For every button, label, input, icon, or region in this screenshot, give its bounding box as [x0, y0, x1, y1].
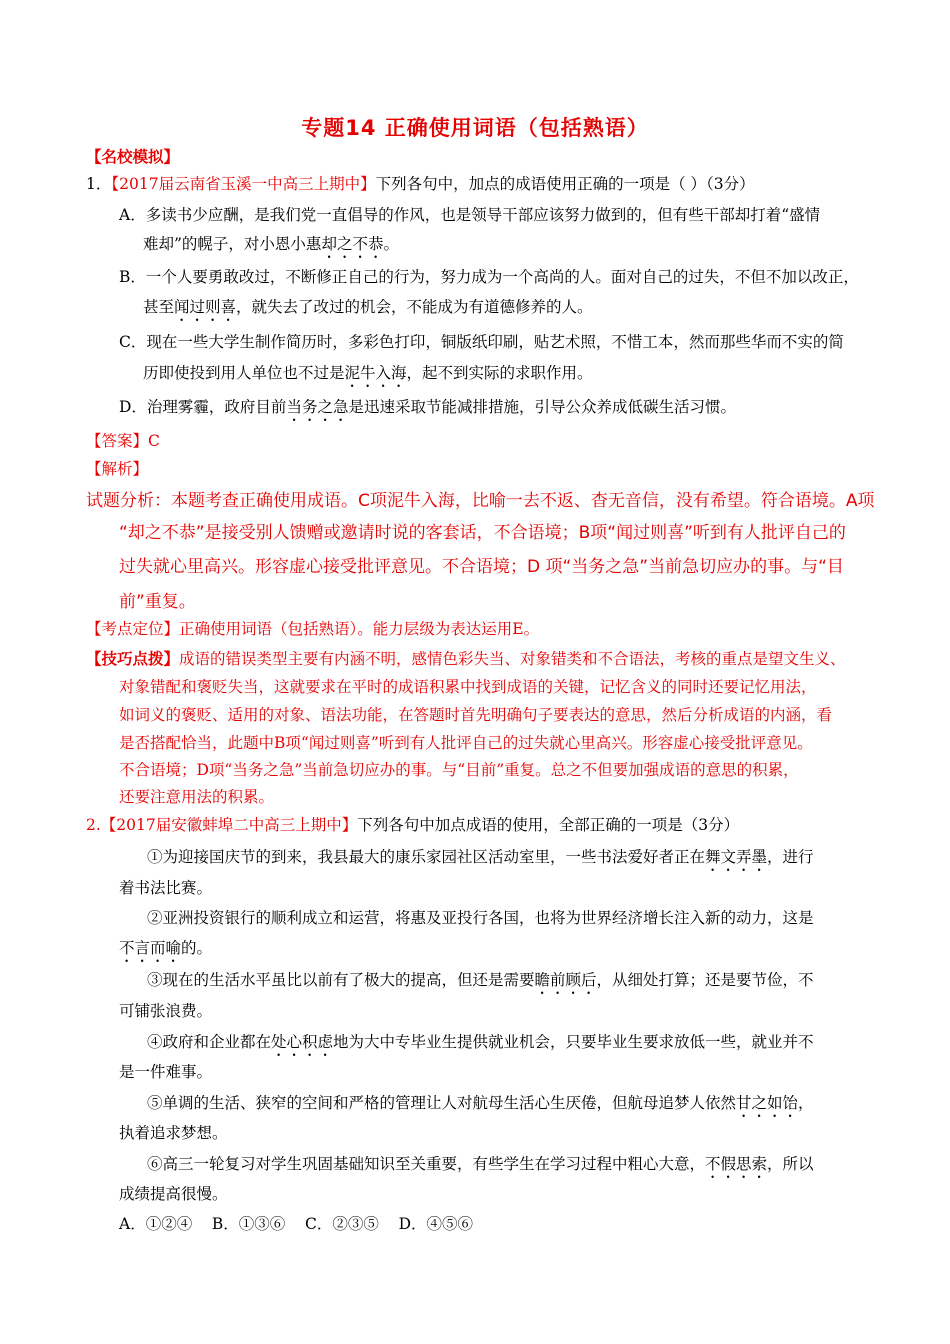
- q1-option-c-line1: C．现在一些大学生制作简历时，多彩色打印，铜版纸印刷，贴艺术照，不惜工本，然而那些华而不实的简: [119, 333, 844, 351]
- analysis-line-1: 试题分析：本题考查正确使用成语。C项泥牛入海，比喻一去不返、杳无音信，没有希望。符合语境。A项: [86, 491, 875, 511]
- dotted-idiom: 瞻前顾后: [534, 971, 597, 989]
- knowledge-point-label: 【考点定位】: [86, 620, 180, 638]
- tip-line-4: 是否搭配恰当，此题中B项“闻过则喜”听到有人批评自己的过失就心里高兴。形容虚心接受批评意见。: [119, 734, 813, 752]
- answer-label: 【答案】: [86, 432, 149, 450]
- dotted-idiom: 泥牛入海: [344, 364, 407, 382]
- q2-stem: [86, 814, 739, 836]
- section-label: 【名校模拟】: [86, 147, 180, 166]
- analysis-label: 【解析】: [86, 460, 149, 478]
- tip-line-2: 对象错配和褒贬失当，这就要求在平时的成语积累中找到成语的关键，记忆含义的同时还要记忆用法，: [119, 678, 817, 696]
- q1-source: 【2017届云南省玉溪一中高三上期中】: [111, 175, 376, 193]
- analysis-line-4: 前”重复。: [119, 592, 196, 612]
- tip-line-5: 不合语境；D项“当务之急”当前急切应办的事。与“目前”重复。总之不但要加强成语的意思的积累，: [119, 761, 799, 779]
- dotted-idiom: 不言而喻: [119, 939, 182, 957]
- q1-option-a-line2: 难却”的幌子，对小恩小惠却之不恭。: [143, 235, 399, 253]
- q2-sentence-2-line1: ②亚洲投资银行的顺利成立和运营，将惠及亚投行各国，也将为世界经济增长注入新的动力，这是: [147, 909, 814, 927]
- q2-sentence-5-line1: ⑤单调的生活、狭窄的空间和严格的管理让人对航母生活心生厌倦，但航母追梦人依然甘之如饴，: [147, 1094, 814, 1112]
- q1-number: 1．: [86, 175, 112, 193]
- analysis-line-2: “却之不恭”是接受别人馈赠或邀请时说的客套话，不合语境；B项“闻过则喜”听到有人批评自己的: [119, 523, 846, 543]
- tip-line-6: 还要注意用法的积累。: [119, 788, 275, 806]
- dotted-idiom: 处心积虑: [271, 1033, 334, 1051]
- dotted-idiom: 舞文弄墨: [705, 848, 768, 866]
- q2-sentence-5-line2: 执着追求梦想。: [119, 1124, 228, 1142]
- q2-source: 【2017届安徽蚌埠二中高三上期中】: [100, 816, 358, 834]
- q1-option-d: D．治理雾霾，政府目前当务之急是迅速采取节能减排措施，引导公众养成低碳生活习惯。: [119, 398, 736, 416]
- analysis-line-3: 过失就心里高兴。形容虚心接受批评意见。不合语境；D 项“当务之急”当前急切应办的事。与“目: [119, 557, 844, 577]
- tip-line-3: 如词义的褒贬、适用的对象、语法功能，在答题时首先明确句子要表达的意思，然后分析成语的内涵，看: [119, 706, 833, 724]
- dotted-idiom: 却之不恭: [321, 235, 384, 253]
- q1-option-a-line1: A．多读书少应酬，是我们党一直倡导的作风，也是领导干部应该努力做到的，但有些干部却打着“盛情: [119, 206, 821, 224]
- q1-option-b-line2: 甚至闻过则喜，就失去了改过的机会，不能成为有道德修养的人。: [143, 298, 593, 316]
- q2-sentence-6-line1: ⑥高三一轮复习对学生巩固基础知识至关重要，有些学生在学习过程中粗心大意，不假思索，所以: [147, 1155, 814, 1173]
- tip-label: 【技巧点拨】: [86, 649, 180, 668]
- q2-number: 2.: [86, 816, 101, 834]
- q2-sentence-3-line2: 可铺张浪费。: [119, 1002, 213, 1020]
- q2-options: A．①②④ B．①③⑥ C．②③⑤ D．④⑤⑥: [119, 1215, 473, 1233]
- dotted-idiom: 当务之急: [286, 398, 349, 416]
- tip-line-1: 【技巧点拨】成语的错误类型主要有内涵不明，感情色彩失当、对象错类和不合语法，考核的重点是望文生义、: [86, 649, 846, 668]
- q2-sentence-6-line2: 成绩提高很慢。: [119, 1185, 228, 1203]
- q1-answer: [86, 430, 160, 452]
- q2-sentence-2-line2: 不言而喻的。: [119, 939, 213, 957]
- q2-sentence-3-line1: ③现在的生活水平虽比以前有了极大的提高，但还是需要瞻前顾后，从细处打算；还是要节俭，不: [147, 971, 814, 989]
- q1-stem: [86, 173, 755, 195]
- q1-stem-text: 下列各句中，加点的成语使用正确的一项是（ ）（3分）: [375, 175, 755, 193]
- q2-sentence-1-line1: ①为迎接国庆节的到来，我县最大的康乐家园社区活动室里，一些书法爱好者正在舞文弄墨，进行: [147, 848, 814, 866]
- page-title: 专题14 正确使用词语（包括熟语）: [301, 116, 649, 140]
- answer-value: C: [148, 432, 160, 450]
- dotted-idiom: 不假思索: [705, 1155, 768, 1173]
- knowledge-point: 【考点定位】正确使用词语（包括熟语）。能力层级为表达运用E。: [86, 620, 540, 638]
- dotted-idiom: 甘之如饴: [736, 1094, 799, 1112]
- q2-sentence-4-line1: ④政府和企业都在处心积虑地为大中专毕业生提供就业机会，只要毕业生要求放低一些，就业并不: [147, 1033, 814, 1051]
- q2-sentence-4-line2: 是一件难事。: [119, 1063, 213, 1081]
- dotted-idiom: 闻过则喜: [174, 298, 237, 316]
- q2-stem-text: 下列各句中加点成语的使用，全部正确的一项是（3分）: [357, 816, 740, 834]
- q2-sentence-1-line2: 着书法比赛。: [119, 879, 213, 897]
- q1-option-c-line2: 历即使投到用人单位也不过是泥牛入海，起不到实际的求职作用。: [143, 364, 593, 382]
- q1-option-b-line1: B．一个人要勇敢改过，不断修正自己的行为，努力成为一个高尚的人。面对自己的过失，不但不加以改正，: [119, 268, 859, 286]
